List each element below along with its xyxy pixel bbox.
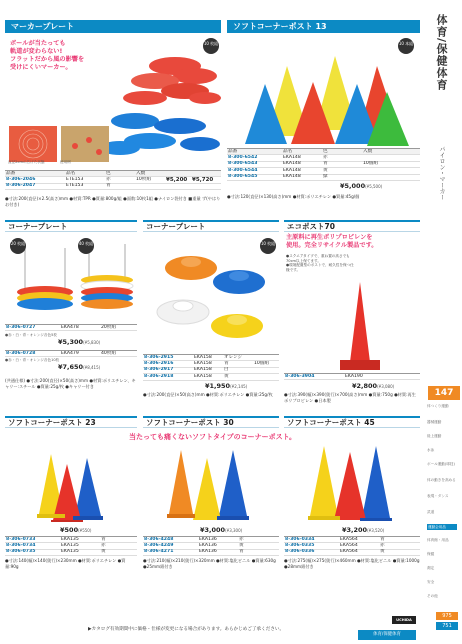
product-name: EKA564 (340, 542, 358, 548)
sidebar-item[interactable]: 陸上運動 (427, 434, 442, 438)
price-in-tax: (¥8,415) (83, 365, 101, 370)
price-in-tax: ¥5,720 (192, 176, 214, 183)
soft-45-note: ●寸法:275(幅)×275(奥行)×460mm ●材質:塩化ビニル ●質量:1000g ●28mm紙付き (284, 558, 420, 569)
eco-post-price (352, 382, 394, 390)
product-code: 8-306-0734 (6, 542, 36, 548)
product-code: 8-306-0334 (285, 536, 315, 542)
soft-corner-13-note: ●寸法:120(直径)×130(高さ)mm ●材質:ポリエチレン ●質量:45g/個 (227, 194, 360, 199)
corner-plate-20-badge: 20 枚組 (10, 238, 26, 254)
corner-plate-2-illustration (143, 234, 279, 352)
product-color: 青 (323, 161, 328, 167)
corner-plate-2-qty-badge: 10 枚組 (260, 238, 276, 254)
sidebar-item[interactable]: 保健 (427, 552, 435, 556)
product-color: 緑 (323, 174, 328, 180)
soft-corner-13-photo (227, 36, 420, 148)
col-code: 品番 (6, 170, 16, 176)
price-in-tax: (¥3,300) (225, 528, 243, 533)
section-header-soft-30: ソフトコーナーポスト 30 (143, 416, 279, 428)
section-header-soft-45: ソフトコーナーポスト 45 (284, 416, 420, 428)
product-code: 8-306-4248 (144, 536, 174, 542)
product-qty: 20枚組 (101, 324, 117, 330)
sidebar-ref-1: 975 (436, 612, 458, 620)
product-name: EKA158 (194, 367, 212, 373)
sidebar-item-active[interactable]: 運動会用品 (427, 524, 457, 530)
product-code: 8-306-0733 (6, 536, 36, 542)
product-name: EKA190 (345, 373, 363, 379)
sidebar-item[interactable]: 武道 (427, 510, 435, 514)
section-header-marker-plate: マーカープレート (5, 20, 221, 33)
sidebar-ref-2: 751 (436, 622, 458, 630)
corner-plate-20-sub: ●赤・白・青・オレンジ各色5枚 (5, 333, 57, 337)
product-name: EKA148 (283, 174, 301, 180)
product-code: 8-306-0735 (6, 549, 36, 555)
soft-30-note: ●寸法:210(幅)×210(奥行)×320mm ●材質:塩化ビニル ●質量:630g ●25mm紙付き (143, 558, 276, 569)
table-row (143, 550, 279, 556)
product-qty: 10枚組 (136, 176, 152, 182)
product-color: 黄 (101, 549, 106, 555)
product-name: EKA158 (194, 360, 212, 366)
price-in-tax: (¥550) (78, 528, 92, 533)
marker-plate-caption-1: 直径2cmの広げた状態 (8, 160, 45, 164)
soft-corner-13-qty-badge: 10 本組 (398, 38, 414, 54)
section-header-corner-plate-2: コーナープレート (143, 220, 279, 232)
price-ex-tax: ¥500 (60, 526, 79, 534)
col-code: 品番 (228, 148, 238, 154)
product-code: 8-306-0336 (285, 549, 315, 555)
price-ex-tax: ¥3,200 (342, 526, 368, 534)
product-name: EKA135 (61, 549, 79, 555)
marker-plate-note: ●寸法:200(直径)×2.5(高さ)mm ●材質:TPR ●質量:800g/組 ●面数:10枚1組 ●ナイロン袋付き ■重量 ず(やはりお付き) (5, 196, 221, 207)
sidebar-item[interactable]: 表現・ダンス (427, 494, 449, 498)
table-row (284, 374, 420, 380)
product-color: 青 (239, 549, 244, 555)
product-code: 8-306-4249 (144, 542, 174, 548)
product-code: 8-300-6543 (228, 161, 258, 167)
product-color: 青 (380, 536, 385, 542)
product-color: 赤 (239, 536, 244, 542)
corner-plate-20-price (58, 338, 100, 346)
marker-plate-caption-2: 使用例 (60, 160, 71, 164)
product-code: 8-306-2918 (144, 373, 174, 379)
price-ex-tax: ¥1,950 (205, 382, 231, 390)
corner-plate-2-table (5, 350, 137, 357)
product-name: EKA148 (283, 161, 301, 167)
eco-post-lead: 主原料に再生ポリプロピレンを 使用。完全リサイクル製品です。 (286, 234, 378, 249)
soft-23-table (5, 536, 137, 556)
eco-post-photo (330, 280, 390, 372)
col-qty: 入数 (363, 148, 373, 154)
soft-30-table (143, 536, 279, 556)
product-qty: 10個組 (254, 360, 270, 366)
sidebar-item[interactable]: 体つくり運動 (427, 404, 449, 408)
product-name: EKA148 (283, 167, 301, 173)
marker-plate-qty-badge: 10 枚組 (203, 38, 219, 54)
product-qty: 40枚組 (101, 350, 117, 356)
product-color: 赤 (323, 154, 328, 160)
product-name: EKA136 (199, 542, 217, 548)
product-color: 青 (101, 536, 106, 542)
product-color: オレンジ (224, 354, 243, 360)
soft-30-price (200, 526, 242, 534)
section-header-soft-corner-13: ソフトコーナーポスト 13 (227, 20, 420, 33)
footer-logo: UCHIDA (392, 616, 416, 624)
product-color: 黄 (239, 542, 244, 548)
eco-post-illustration (330, 280, 390, 372)
product-code: 8-306-0335 (285, 542, 315, 548)
eco-post-note: ●寸法:390(幅)×390(奥行)×700(高さ)mm ●質量:750g ●材質:再生ポリプロピレン ●日本製 (284, 392, 416, 403)
product-code: 8-306-4271 (144, 549, 174, 555)
soft-corner-13-table (227, 148, 420, 181)
col-color: 色 (106, 170, 111, 176)
product-code: 8-306-2915 (144, 354, 174, 360)
sidebar-category: 体育/保健体育 (435, 14, 448, 92)
product-color: 白 (224, 367, 229, 373)
product-name: EKA136 (199, 536, 217, 542)
product-code: 8-306-2046 (6, 176, 36, 182)
product-name: ETE153 (66, 183, 84, 189)
eco-post-bullets: ●スクエアタイプで、重ね置の高さでも70cm以上保てます。 ●環境配慮型のポストで、耐久性を保つ仕様です。 (286, 254, 354, 272)
product-color: 黄 (224, 373, 229, 379)
product-name: EKA135 (61, 542, 79, 548)
table-row (5, 184, 221, 190)
col-color: 色 (323, 148, 328, 154)
sidebar-item[interactable]: ボール運動(球技) (427, 462, 455, 466)
col-qty: 入数 (136, 170, 146, 176)
price-ex-tax: 5,000 (344, 182, 366, 190)
table-row (227, 175, 420, 181)
product-color: 黄 (323, 167, 328, 173)
product-color: 青 (106, 183, 111, 189)
price-in-tax: (¥2,145) (230, 384, 248, 389)
product-name: EKA136 (199, 549, 217, 555)
corner-plate-2-table (143, 354, 279, 381)
product-color: 青 (224, 360, 229, 366)
marker-plate-table (5, 170, 221, 190)
product-name: EKA478 (61, 324, 79, 330)
corner-plate-40-sub: ●赤・白・青・オレンジ各色10枚 (5, 358, 60, 362)
soft-30-illustration (143, 444, 279, 522)
product-code: 8-306-0727 (6, 324, 36, 330)
soft-45-illustration (284, 444, 420, 522)
soft-corner-13-illustration (227, 36, 420, 148)
soft-corner-headline: 当たっても痛くないソフトタイプのコーナーポスト。 (128, 433, 297, 441)
product-name: EKA564 (340, 536, 358, 542)
footer-brand-tab: 体育/保健体育 (358, 630, 416, 640)
sidebar-subcategory: パイロン・マーカー (438, 146, 445, 200)
product-color: 黄 (380, 549, 385, 555)
product-name: EKA158 (194, 373, 212, 379)
product-code: 8-306-2917 (144, 367, 174, 373)
table-row (5, 351, 137, 357)
product-color: 赤 (380, 542, 385, 548)
soft-23-note: ●寸法:140(幅)×140(奥行)×230mm ●材質:ポリエチレン ●質量:90g (5, 558, 126, 569)
price-ex-tax: ¥5,300 (58, 338, 84, 346)
soft-45-table (284, 536, 420, 556)
soft-23-photo (5, 444, 137, 522)
right-sidebar (424, 0, 462, 644)
price-ex-tax: ¥2,800 (352, 382, 378, 390)
corner-plate-1-table (5, 324, 137, 331)
product-code: 8-300-6544 (228, 167, 258, 173)
marker-plate-lead: ボールが当たっても 軌道が変わらない! フラットだから風の影響を 受けにくいマーカー。 (10, 40, 85, 71)
price-in-tax: (¥3,520) (367, 528, 385, 533)
product-code: 8-306-3904 (285, 373, 315, 379)
corner-plate-2-note: ●寸法:200(直径)×50(高さ)mm ●材質:ポリエチレン ●質量:25g/枚 (143, 392, 273, 397)
table-row (5, 550, 137, 556)
product-code: 8-306-2047 (6, 183, 36, 189)
corner-plate-2-photo (143, 234, 279, 352)
corner-plate-2-price (205, 382, 247, 390)
sidebar-item[interactable]: その他 (427, 594, 438, 598)
eco-post-table (284, 373, 420, 380)
product-color: 赤 (101, 542, 106, 548)
price-in-tax: (¥5,500) (365, 184, 383, 189)
price-ex-tax: ¥3,000 (200, 526, 226, 534)
col-name: 品名 (283, 148, 293, 154)
product-qty: 10個組 (363, 161, 379, 167)
price-ex-tax: ¥5,200 (166, 176, 188, 183)
product-name: EKA564 (340, 549, 358, 555)
sidebar-item[interactable]: 体の動きを高める (427, 478, 456, 482)
sidebar-item[interactable]: 体育館・用品 (427, 538, 449, 542)
product-code: 8-300-6542 (228, 154, 258, 160)
price-in-tax: (¥3,080) (377, 384, 395, 389)
table-row (5, 325, 137, 331)
table-row (284, 550, 420, 556)
sidebar-item[interactable]: 安全 (427, 580, 435, 584)
corner-plate-1-note: (共通仕様) ●寸法:200(直径)×50(高さ)mm ●材質:ポリエチレン、キャリー:スチール ●質量:25g/枚 ●キャリー付き (5, 378, 136, 389)
col-name: 品名 (66, 170, 76, 176)
product-name: EKA135 (61, 536, 79, 542)
product-color: 赤 (106, 176, 111, 182)
page-number: 147 (428, 386, 460, 400)
product-name: EKA479 (61, 350, 79, 356)
price-ex-tax: ¥7,650 (58, 363, 84, 371)
product-code: 8-306-2916 (144, 360, 174, 366)
soft-45-photo (284, 444, 420, 522)
soft-23-price (60, 526, 91, 534)
sidebar-item[interactable]: 水泳 (427, 448, 435, 452)
sidebar-item[interactable]: 測定 (427, 566, 435, 570)
section-header-corner-plate-1: コーナープレート (5, 220, 137, 232)
product-name: EKA148 (283, 154, 301, 160)
sidebar-item[interactable]: 器械運動 (427, 420, 442, 424)
soft-23-illustration (5, 444, 137, 522)
table-row (143, 374, 279, 380)
soft-45-price (342, 526, 384, 534)
price-in-tax: (¥5,830) (83, 340, 101, 345)
footer-disclaimer: ▶カタログ有効期間中に価格・仕様が変更になる場合があります。あらかじめご了承ください。 (88, 627, 285, 632)
soft-30-photo (143, 444, 279, 522)
soft-corner-13-price: ¥5,000(¥5,500) (340, 182, 383, 190)
section-header-eco-post: エコポスト70 (284, 220, 420, 232)
section-header-soft-23: ソフトコーナーポスト 23 (5, 416, 137, 428)
corner-plate-40-price (58, 363, 100, 371)
product-name: EKA158 (194, 354, 212, 360)
product-name: ETE153 (66, 176, 84, 182)
corner-plate-40-badge: 40 枚組 (78, 238, 94, 254)
product-code: 8-300-6545 (228, 174, 258, 180)
product-code: 8-306-0728 (6, 350, 36, 356)
